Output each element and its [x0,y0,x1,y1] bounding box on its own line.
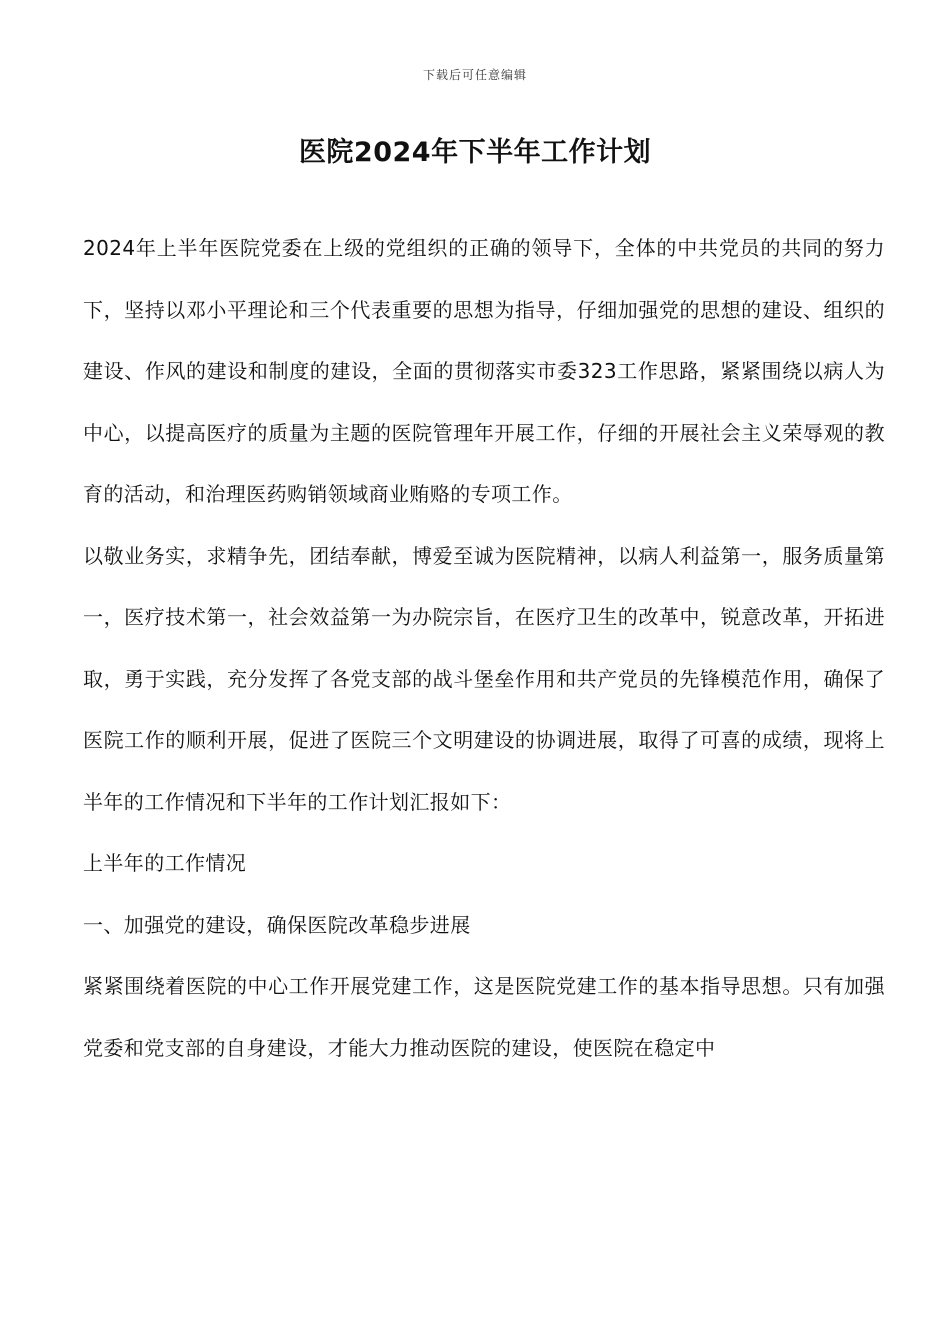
paragraph-1: 2024年上半年医院党委在上级的党组织的正确的领导下，全体的中共党员的共同的努力下，坚持以邓小平理论和三个代表重要的思想为指导，仔细加强党的思想的建设、组织的建设、作风的建设和制度的建设，全面的贯彻落实市委323工作思路，紧紧围绕以病人为中心，以提高医疗的质量为主题的医院管理年开展工作，仔细的开展社会主义荣辱观的教育的活动，和治理医药购销领域商业贿赂的专项工作。 [83,236,885,506]
document-body [83,218,885,1079]
paragraph-2: 以敬业务实，求精争先，团结奉献，博爱至诚为医院精神，以病人利益第一，服务质量第一，医疗技术第一，社会效益第一为办院宗旨，在医疗卫生的改革中，锐意改革，开拓进取，勇于实践，充分发挥了各党支部的战斗堡垒作用和共产党员的先锋模范作用，确保了医院工作的顺利开展，促进了医院三个文明建设的协调进展，取得了可喜的成绩，现将上半年的工作情况和下半年的工作计划汇报如下： [83,543,885,814]
header-note: 下载后可任意编辑 [422,68,527,82]
page-title: 医院2024年下半年工作计划 [298,137,652,168]
paragraph-3: 紧紧围绕着医院的中心工作开展党建工作，这是医院党建工作的基本指导思想。只有加强党委和党支部的自身建设，才能大力推动医院的建设，使医院在稳定中 [83,974,885,1060]
section-heading: 上半年的工作情况 [83,851,247,875]
subsection-heading: 一、加强党的建设，确保医院改革稳步进展 [83,912,471,937]
